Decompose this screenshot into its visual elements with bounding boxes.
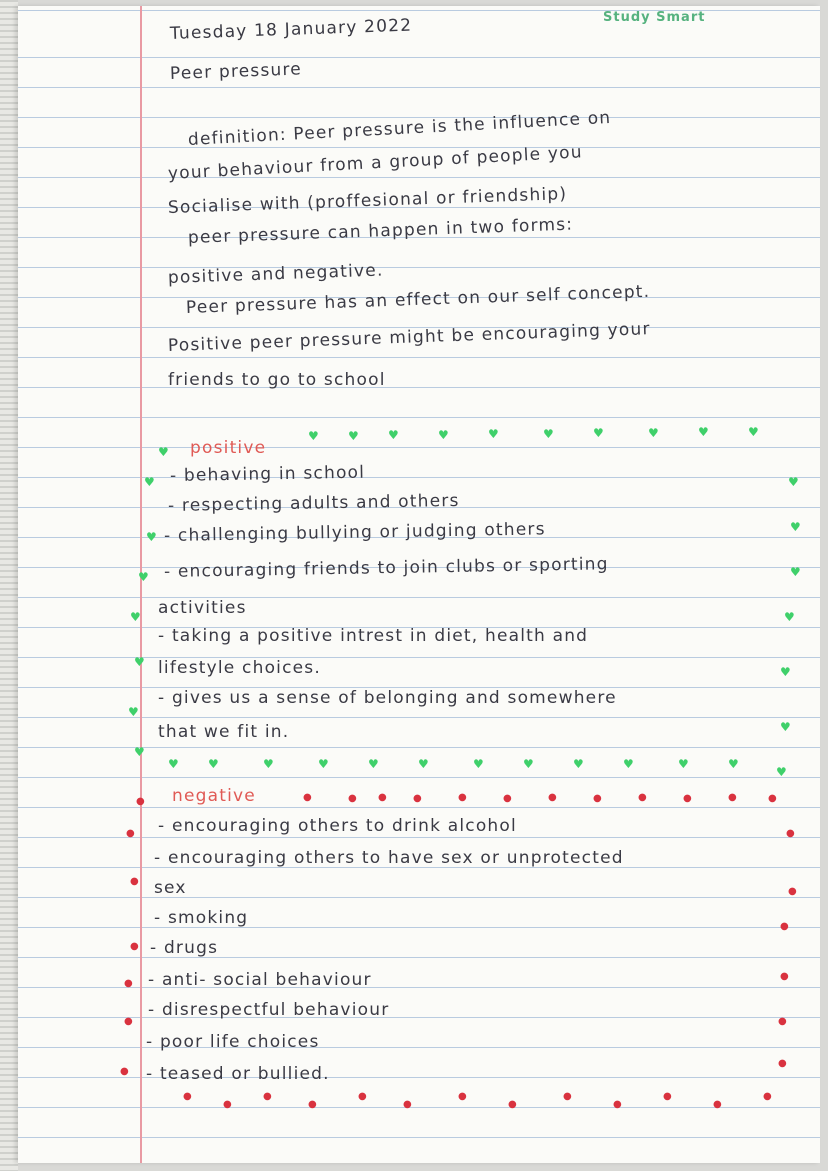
dot-doodle-icon: ●	[124, 1016, 133, 1027]
leaf-doodle-icon: ♥	[348, 428, 359, 443]
dot-doodle-icon: ●	[126, 828, 135, 839]
negative-item: - disrespectful behaviour	[148, 1000, 390, 1020]
dot-doodle-icon: ●	[780, 921, 789, 932]
margin-line	[140, 6, 142, 1163]
dot-doodle-icon: ●	[183, 1091, 192, 1102]
leaf-doodle-icon: ♥	[130, 610, 141, 624]
dot-doodle-icon: ●	[223, 1099, 232, 1110]
negative-item: - anti- social behaviour	[148, 970, 372, 990]
negative-item: - drugs	[150, 938, 219, 958]
dot-doodle-icon: ●	[780, 971, 789, 982]
negative-heading: negative	[172, 786, 256, 806]
leaf-doodle-icon: ♥	[698, 425, 709, 439]
dot-doodle-icon: ●	[788, 886, 797, 897]
dot-doodle-icon: ●	[663, 1091, 672, 1102]
intro-line: Socialise with (proffesional or friendship)	[167, 184, 568, 218]
dot-doodle-icon: ●	[563, 1091, 572, 1102]
negative-item: - encouraging others to drink alcohol	[158, 816, 517, 836]
dot-doodle-icon: ●	[593, 793, 602, 804]
leaf-doodle-icon: ♥	[418, 757, 429, 771]
dot-doodle-icon: ●	[413, 793, 422, 804]
leaf-doodle-icon: ♥	[146, 530, 157, 544]
leaf-doodle-icon: ♥	[776, 765, 787, 779]
negative-item: sex	[154, 878, 187, 898]
leaf-doodle-icon: ♥	[728, 757, 739, 771]
positive-item: - behaving in school	[169, 462, 366, 486]
dot-doodle-icon: ●	[120, 1066, 129, 1077]
leaf-doodle-icon: ♥	[790, 520, 801, 534]
intro-line: positive and negative.	[167, 260, 384, 288]
leaf-doodle-icon: ♥	[780, 665, 791, 679]
leaf-doodle-icon: ♥	[648, 425, 659, 440]
dot-doodle-icon: ●	[378, 792, 387, 803]
positive-heading: positive	[190, 438, 267, 458]
dot-doodle-icon: ●	[548, 792, 557, 803]
positive-item: lifestyle choices.	[158, 658, 321, 678]
negative-item: - encouraging others to have sex or unprotected	[154, 848, 624, 868]
negative-item: - teased or bullied.	[146, 1064, 330, 1084]
leaf-doodle-icon: ♥	[788, 475, 799, 489]
leaf-doodle-icon: ♥	[168, 757, 179, 771]
intro-line: your behaviour from a group of people you	[167, 142, 584, 184]
dot-doodle-icon: ●	[503, 793, 512, 804]
leaf-doodle-icon: ♥	[438, 427, 449, 442]
positive-item: activities	[158, 598, 247, 618]
dot-doodle-icon: ●	[303, 792, 312, 803]
leaf-doodle-icon: ♥	[488, 427, 499, 441]
negative-item: - smoking	[154, 908, 249, 928]
dot-doodle-icon: ●	[713, 1099, 722, 1110]
leaf-doodle-icon: ♥	[623, 757, 634, 771]
intro-line: definition: Peer pressure is the influence on	[187, 107, 612, 150]
positive-item: - encouraging friends to join clubs or sporting	[163, 554, 609, 582]
dot-doodle-icon: ●	[778, 1058, 787, 1069]
dot-doodle-icon: ●	[458, 1091, 467, 1102]
study-stamp: Study Smart	[603, 10, 706, 25]
dot-doodle-icon: ●	[130, 941, 139, 952]
positive-item: - challenging bullying or judging others	[163, 519, 546, 546]
leaf-doodle-icon: ♥	[543, 426, 554, 441]
leaf-doodle-icon: ♥	[134, 655, 145, 669]
stacked-page-edges	[0, 0, 18, 1171]
dot-doodle-icon: ●	[308, 1099, 317, 1110]
dot-doodle-icon: ●	[130, 876, 139, 887]
dot-doodle-icon: ●	[613, 1099, 622, 1110]
leaf-doodle-icon: ♥	[473, 757, 484, 771]
leaf-doodle-icon: ♥	[208, 757, 219, 771]
dot-doodle-icon: ●	[348, 793, 357, 804]
dot-doodle-icon: ●	[728, 792, 737, 803]
intro-line: friends to go to school	[168, 370, 386, 390]
dot-doodle-icon: ●	[763, 1091, 772, 1102]
dot-doodle-icon: ●	[768, 793, 777, 804]
leaf-doodle-icon: ♥	[593, 426, 604, 440]
date-line: Tuesday 18 January 2022	[169, 15, 413, 44]
leaf-doodle-icon: ♥	[318, 757, 329, 771]
leaf-doodle-icon: ♥	[784, 610, 795, 624]
dot-doodle-icon: ●	[358, 1091, 367, 1102]
leaf-doodle-icon: ♥	[158, 445, 169, 459]
dot-doodle-icon: ●	[778, 1016, 787, 1027]
intro-line: peer pressure can happen in two forms:	[187, 214, 574, 248]
positive-item: - gives us a sense of belonging and somewhere	[158, 688, 617, 708]
leaf-doodle-icon: ♥	[368, 757, 379, 771]
leaf-doodle-icon: ♥	[388, 428, 399, 442]
page-title: Peer pressure	[169, 59, 303, 84]
leaf-doodle-icon: ♥	[128, 705, 139, 719]
intro-line: Positive peer pressure might be encouraging your	[167, 319, 651, 356]
dot-doodle-icon: ●	[124, 978, 133, 989]
dot-doodle-icon: ●	[136, 796, 145, 807]
dot-doodle-icon: ●	[786, 828, 795, 839]
dot-doodle-icon: ●	[683, 793, 692, 804]
leaf-doodle-icon: ♥	[138, 570, 149, 584]
leaf-doodle-icon: ♥	[263, 757, 274, 771]
dot-doodle-icon: ●	[263, 1091, 272, 1102]
leaf-doodle-icon: ♥	[790, 565, 801, 579]
notebook-page	[18, 6, 820, 1163]
leaf-doodle-icon: ♥	[523, 757, 534, 771]
dot-doodle-icon: ●	[458, 792, 467, 803]
leaf-doodle-icon: ♥	[678, 757, 689, 771]
dot-doodle-icon: ●	[638, 792, 647, 803]
leaf-doodle-icon: ♥	[748, 424, 759, 439]
intro-line: Peer pressure has an effect on our self concept.	[185, 281, 651, 318]
leaf-doodle-icon: ♥	[573, 757, 584, 771]
negative-item: - poor life choices	[146, 1032, 320, 1052]
positive-item: that we fit in.	[158, 722, 290, 742]
leaf-doodle-icon: ♥	[780, 720, 791, 734]
leaf-doodle-icon: ♥	[134, 745, 145, 759]
positive-item: - taking a positive intrest in diet, health and	[158, 626, 589, 646]
dot-doodle-icon: ●	[403, 1099, 412, 1110]
positive-item: - respecting adults and others	[167, 490, 460, 516]
leaf-doodle-icon: ♥	[308, 429, 319, 443]
dot-doodle-icon: ●	[508, 1099, 517, 1110]
leaf-doodle-icon: ♥	[144, 475, 155, 489]
